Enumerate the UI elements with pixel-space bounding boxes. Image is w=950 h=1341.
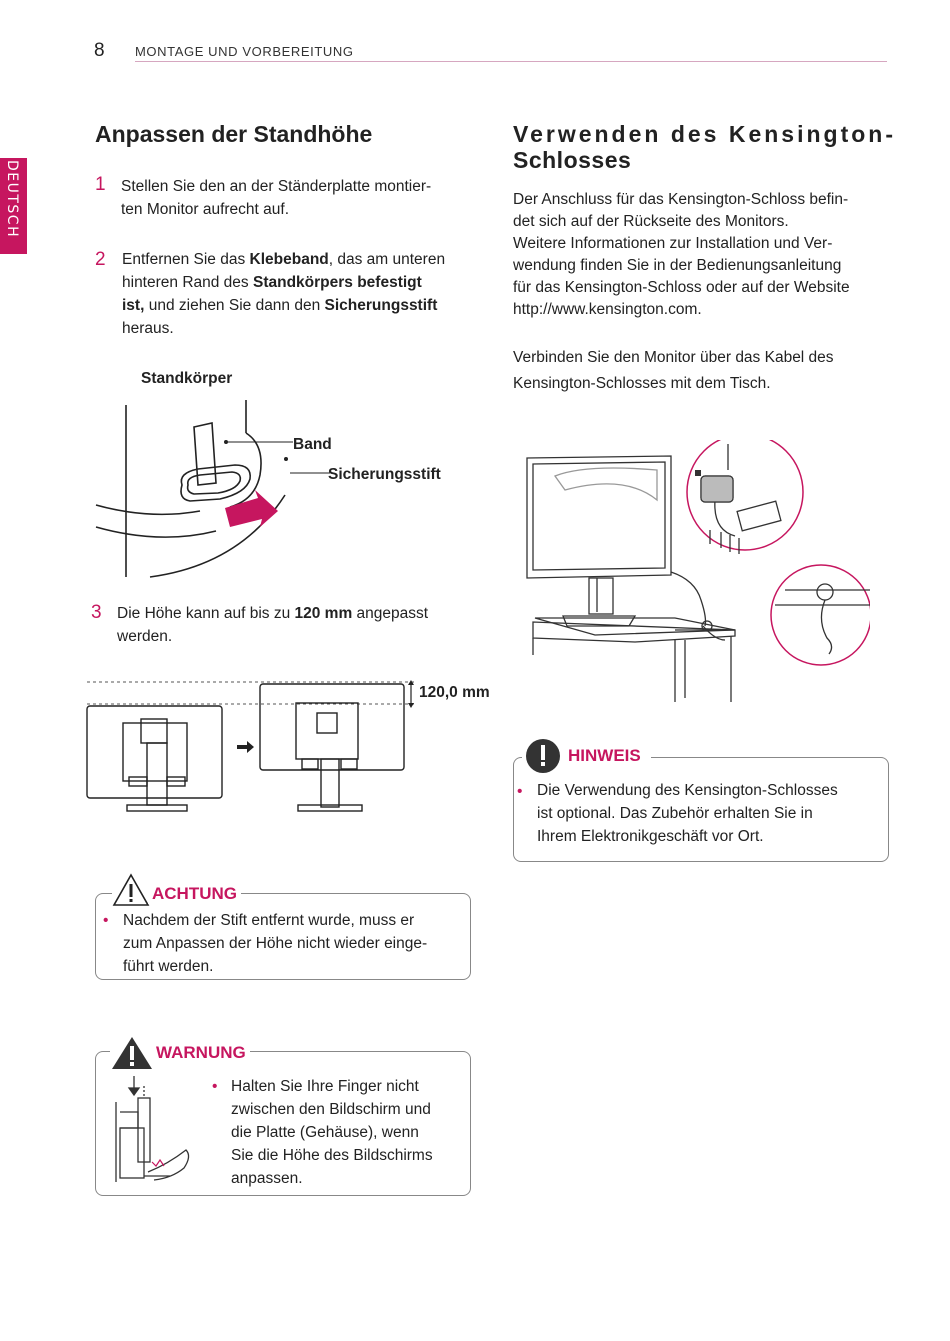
caution-line1: Nachdem der Stift entfernt wurde, muss er (123, 912, 415, 929)
warning-line3: die Platte (Gehäuse), wenn (231, 1124, 419, 1141)
header-divider (135, 61, 887, 62)
height-adjust-illustration (85, 675, 425, 815)
step-2-number: 2 (95, 249, 106, 270)
kensington-instruction (513, 345, 893, 397)
stand-pin-illustration (90, 395, 390, 580)
kensington-line3: Weitere Informationen zur Installation und Ver- (513, 235, 833, 252)
step-2-line3 (122, 294, 482, 317)
step-2-l2b: Standkörpers befestigt (252, 274, 422, 291)
step-2-text (122, 248, 482, 340)
instruction-line1: Verbinden Sie den Monitor über das Kabel des (513, 349, 834, 366)
kensington-line5: für das Kensington-Schloss oder auf der Website (513, 279, 850, 296)
warning-triangle-icon (112, 873, 150, 907)
step-2-l3b: und ziehen Sie dann den (144, 297, 325, 314)
caution-text (123, 909, 463, 978)
step-1-number: 1 (95, 174, 106, 195)
warning-line5: anpassen. (231, 1170, 303, 1187)
step-3-l1a: Die Höhe kann auf bis zu (117, 605, 295, 622)
label-sicherungsstift: Sicherungsstift (328, 466, 441, 483)
step-1-line1: Stellen Sie den an der Ständerplatte montier- (121, 178, 432, 195)
language-tab (0, 158, 27, 254)
language-tab-label: DEUTSCH (4, 160, 20, 239)
exclamation-circle-icon (522, 736, 564, 776)
caution-bullet (103, 909, 108, 932)
instruction-line2: Kensington-Schlosses mit dem Tisch. (513, 375, 771, 392)
step-2-l1c: , das am unteren (328, 251, 446, 268)
right-heading (513, 121, 903, 173)
step-1-line2: ten Monitor aufrecht auf. (121, 201, 290, 218)
step-1-text (121, 175, 481, 221)
caution-title: ACHTUNG (148, 884, 241, 904)
kensington-line2: det sich auf der Rückseite des Monitors. (513, 213, 789, 230)
note-line1: Die Verwendung des Kensington-Schlosses (537, 782, 838, 799)
warning-title: WARNUNG (152, 1043, 250, 1063)
caution-line3: führt werden. (123, 958, 214, 975)
note-title: HINWEIS (564, 746, 651, 766)
right-heading-line1: Verwenden des Kensington- (513, 121, 896, 147)
step-3-line2: werden. (117, 628, 173, 645)
finger-pinch-illustration (108, 1072, 198, 1187)
step-2-l1a: Entfernen Sie das (122, 251, 250, 268)
step-3-text (117, 602, 477, 648)
warning-bullet-dot: • (212, 1078, 218, 1095)
kensington-description (513, 189, 893, 321)
right-heading-line2: Schlosses (513, 147, 632, 173)
section-title: MONTAGE UND VORBEREITUNG (135, 44, 354, 59)
warning-filled-triangle-icon (110, 1035, 154, 1071)
note-line3: Ihrem Elektronikgeschäft vor Ort. (537, 828, 764, 845)
step-2-l3a: ist, (122, 297, 145, 314)
step-2-l2a: hinteren Rand des (122, 274, 253, 291)
height-bracket-icon (405, 680, 417, 710)
warning-line4: Sie die Höhe des Bildschirms (231, 1147, 433, 1164)
note-bullet-dot: • (517, 783, 523, 800)
step-3-line1 (117, 602, 477, 625)
step-3-l1b: 120 mm (294, 605, 353, 622)
warning-text (231, 1075, 466, 1190)
warning-line1: Halten Sie Ihre Finger nicht (231, 1078, 419, 1095)
step-2-l3c: Sicherungsstift (324, 297, 438, 314)
note-line2: ist optional. Das Zubehör erhalten Sie in (537, 805, 813, 822)
caution-bullet-dot: • (103, 912, 109, 929)
kensington-lock-illustration (525, 440, 870, 705)
label-band: Band (293, 436, 332, 453)
step-2-line4: heraus. (122, 320, 174, 337)
warning-line2: zwischen den Bildschirm und (231, 1101, 431, 1118)
kensington-line4: wendung finden Sie in der Bedienungsanleitung (513, 257, 842, 274)
page-number: 8 (94, 40, 105, 61)
note-bullet (517, 780, 522, 803)
note-text (537, 779, 882, 848)
kensington-line1: Der Anschluss für das Kensington-Schloss befin- (513, 191, 849, 208)
step-3-number: 3 (91, 602, 102, 623)
kensington-website-link: http://www.kensington.com. (513, 301, 702, 318)
caution-line2: zum Anpassen der Höhe nicht wieder einge- (123, 935, 428, 952)
step-2-line2 (122, 271, 482, 294)
step-2-line1 (122, 248, 482, 271)
label-standkoerper: Standkörper (141, 370, 233, 387)
warning-bullet (212, 1075, 217, 1098)
step-3-l1c: angepasst (352, 605, 429, 622)
step-2-l1b: Klebeband (249, 251, 329, 268)
left-heading: Anpassen der Standhöhe (95, 121, 373, 147)
height-label: 120,0 mm (419, 684, 490, 701)
